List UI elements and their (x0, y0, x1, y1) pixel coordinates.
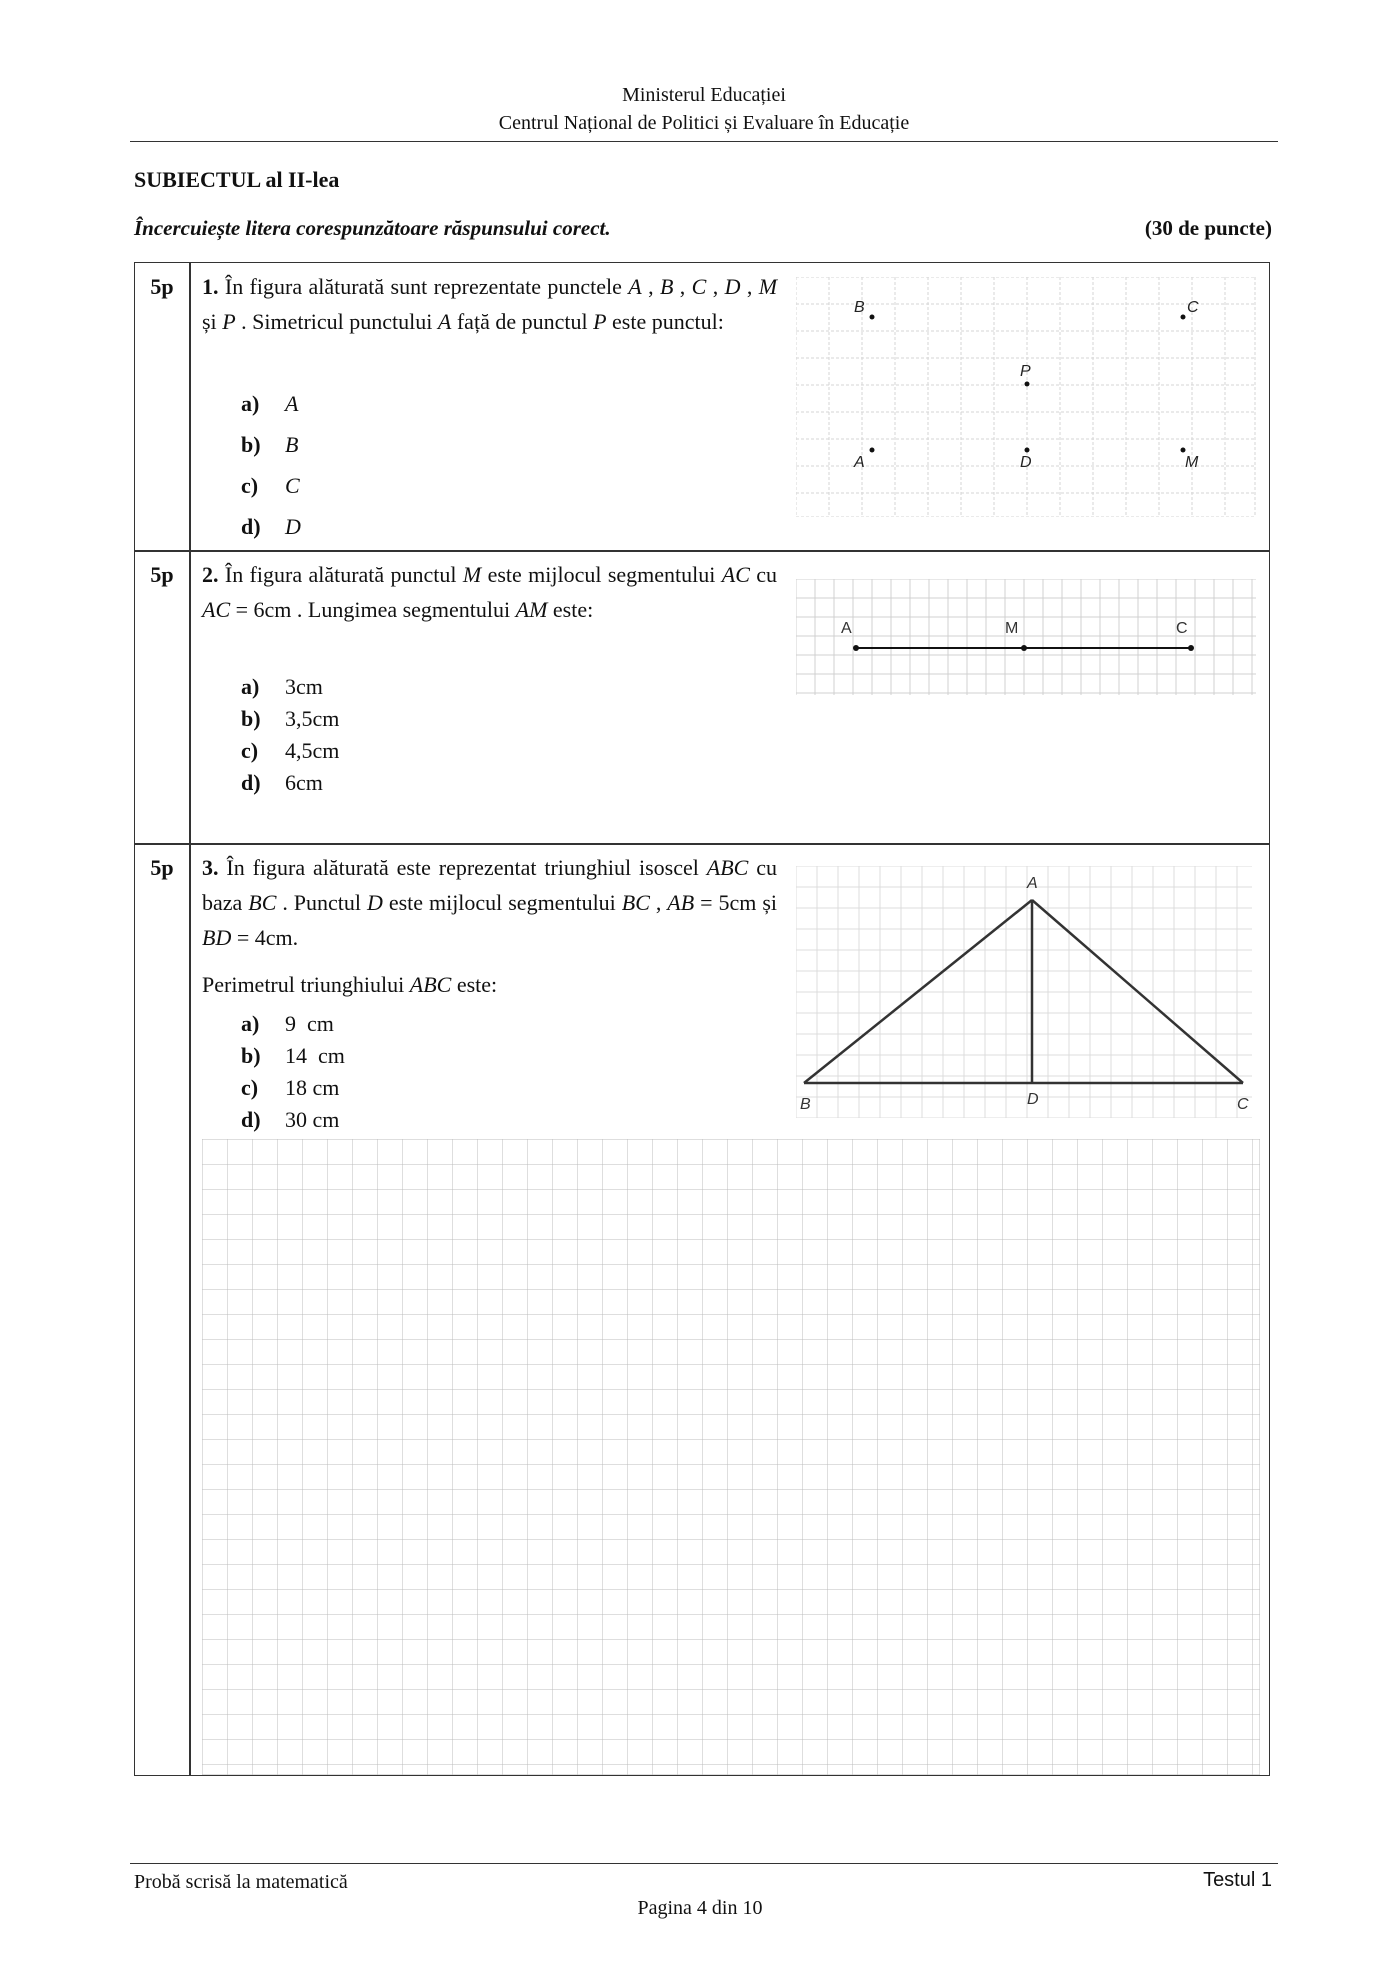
segment-figure (796, 579, 1256, 695)
label-c: C (1237, 1096, 1249, 1113)
point-p (1025, 382, 1030, 387)
label-a: A (854, 454, 865, 471)
answer-grid[interactable] (202, 1139, 1260, 1775)
option-c[interactable]: c) C (241, 472, 300, 498)
option-a[interactable]: a) 3cm (241, 674, 323, 699)
label-b: B (800, 1096, 811, 1113)
question-2-text: 2. În figura alăturată punctul M este mijlocul segmentului AC cu AC = 6cm . Lungimea segmentului AM este: (202, 562, 778, 622)
row-divider (135, 843, 1269, 845)
header-rule (130, 141, 1278, 142)
question-2-number: 2. (202, 562, 219, 587)
label-m: M (1005, 620, 1019, 637)
questions-table (134, 262, 1270, 1776)
footer-rule (130, 1863, 1278, 1864)
option-a[interactable]: a) A (241, 390, 299, 416)
label-a: A (1027, 875, 1038, 892)
point-d (1025, 448, 1030, 453)
header-ministry: Ministerul Educației (622, 84, 786, 106)
question-1-text: 1. În figura alăturată sunt reprezentate punctele A , B , C , D , M și P . Simetricul punctului A față de punctul P este punctul: (202, 274, 778, 334)
point-m (1021, 645, 1027, 651)
question-1-number: 1. (202, 274, 219, 299)
option-a[interactable]: a) 9 cm (241, 1011, 334, 1036)
label-b: B (854, 299, 865, 316)
footer-subject: Probă scrisă la matematică (134, 1871, 348, 1893)
row-divider (135, 550, 1269, 552)
label-c: C (1187, 299, 1199, 316)
column-divider (189, 263, 191, 1775)
point-a (853, 645, 859, 651)
label-a: A (841, 620, 852, 637)
question-3-options (241, 1008, 345, 1136)
point-c (1181, 315, 1186, 320)
option-b[interactable]: b) 3,5cm (241, 706, 340, 731)
option-b[interactable]: b) 14 cm (241, 1043, 345, 1068)
question-3-prompt: Perimetrul triunghiului ABC este: (202, 972, 498, 997)
label-d: D (1027, 1091, 1039, 1108)
triangle-figure (796, 866, 1252, 1118)
figure-grid (796, 866, 1252, 1118)
option-d[interactable]: d) 6cm (241, 770, 323, 795)
option-c[interactable]: c) 4,5cm (241, 738, 340, 763)
question-2-options (241, 671, 339, 799)
point-b (870, 315, 875, 320)
section-instruction: Încercuiește litera corespunzătoare răspunsului corect. (134, 216, 611, 240)
label-m: M (1185, 454, 1199, 471)
section-title: SUBIECTUL al II-lea (134, 167, 340, 192)
option-c[interactable]: c) 18 cm (241, 1075, 340, 1100)
option-d[interactable]: d) D (241, 513, 301, 539)
section-points: (30 de puncte) (1144, 216, 1272, 240)
footer-test: Testul 1 (1203, 1869, 1272, 1891)
figure-grid (796, 579, 1256, 695)
header-center: Centrul Național de Politici și Evaluare în Educație (498, 112, 910, 134)
question-1-options (241, 383, 301, 547)
point-m (1181, 448, 1186, 453)
option-d[interactable]: d) 30 cm (241, 1107, 340, 1132)
point-a (870, 448, 875, 453)
question-3-number: 3. (202, 855, 219, 880)
label-d: D (1020, 454, 1032, 471)
option-b[interactable]: b) B (241, 431, 299, 457)
footer-page-number: Pagina 4 din 10 (637, 1897, 763, 1919)
point-c (1188, 645, 1194, 651)
question-3-points: 5p (150, 855, 174, 880)
question-3-text: 3. În figura alăturată este reprezentat triunghiul isoscel ABC cu baza BC . Punctul D este mijlocul segmentului BC , AB = 5cm și BD = 4cm. (202, 855, 778, 950)
label-c: C (1176, 620, 1188, 637)
question-1-points: 5p (150, 274, 174, 299)
points-figure (796, 277, 1256, 517)
question-2-points: 5p (150, 562, 174, 587)
label-p: P (1020, 363, 1031, 380)
